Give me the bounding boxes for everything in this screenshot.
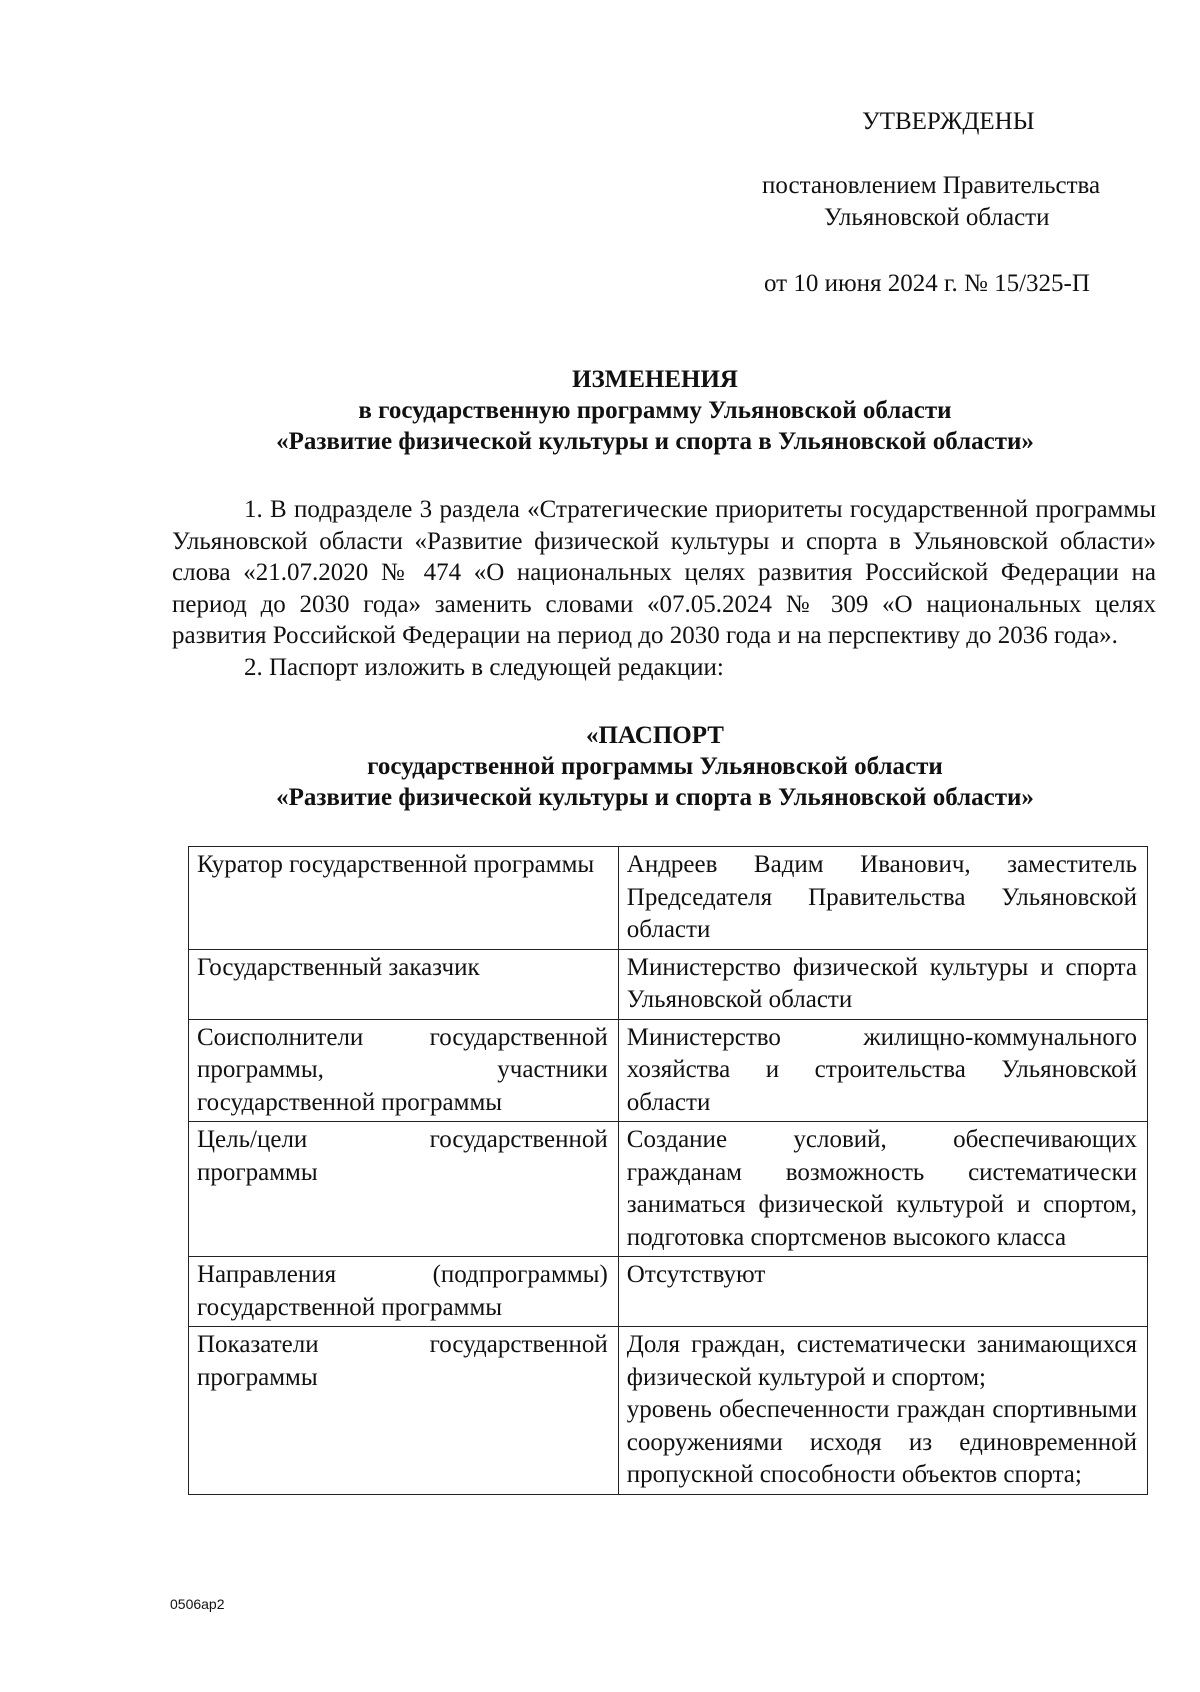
table-row (189, 1019, 1148, 1122)
document-subtitle-2: «Развитие физической культуры и спорта в Ульяновской области» (276, 428, 1034, 455)
table-row (189, 1257, 1148, 1327)
document-title-block (160, 364, 1150, 457)
table-row (189, 1122, 1148, 1257)
row-label: Куратор государственной программы (189, 847, 619, 950)
passport-table (188, 846, 1148, 1495)
approval-date: от 10 июня 2024 г. № 15/325-П (764, 270, 1090, 297)
document-subtitle-1: в государственную программу Ульяновской области (358, 397, 952, 424)
table-row (189, 949, 1148, 1019)
approval-line1: постановлением Правительства (762, 172, 1101, 199)
row-value-part-1: Доля граждан, систематически занимающихся физической культурой и спортом; (626, 1331, 1137, 1391)
approval-title: УТВЕРЖДЕНЫ (862, 108, 1035, 135)
row-label: Показатели государственной программы (189, 1327, 619, 1495)
row-value-part-2: уровень обеспеченности граждан спортивными сооружениями исходя из единовременной пропускной способности объектов спорта; (626, 1396, 1137, 1488)
row-label: Цель/цели государственной программы (189, 1122, 619, 1257)
table-row (189, 847, 1148, 950)
passport-subtitle-2: «Развитие физической культуры и спорта в Ульяновской области» (276, 784, 1034, 811)
passport-title: «ПАСПОРТ (586, 722, 724, 749)
row-value: Андреев Вадим Иванович, заместитель Председателя Правительства Ульяновской области (618, 847, 1147, 950)
row-label: Государственный заказчик (189, 949, 619, 1019)
document-body (172, 494, 1156, 683)
row-label: Направления (подпрограммы) государственной программы (189, 1257, 619, 1327)
footer-code: 0506ap2 (170, 1596, 225, 1612)
passport-title-block (160, 720, 1150, 813)
row-value: Создание условий, обеспечивающих гражданам возможность систематически заниматься физической культурой и спортом, подготовка спортсменов высокого класса (618, 1122, 1147, 1257)
paragraph-2: 2. Паспорт изложить в следующей редакции: (244, 653, 724, 681)
row-value: Отсутствуют (618, 1257, 1147, 1327)
passport-subtitle-1: государственной программы Ульяновской области (367, 753, 943, 780)
row-label: Соисполнители государственной программы, участники государственной программы (189, 1019, 619, 1122)
row-value (618, 1327, 1147, 1495)
row-value: Министерство жилищно-коммунального хозяйства и строительства Ульяновской области (618, 1019, 1147, 1122)
table-row (189, 1327, 1148, 1495)
document-title: ИЗМЕНЕНИЯ (572, 366, 738, 393)
paragraph-1: 1. В подразделе 3 раздела «Стратегические приоритеты государственной программы Ульяновской области «Развитие физической культуры и спорта в Ульяновской области» слова «21.07.2020 № 474 «О национальных целях развития Российской Федерации на период до 2030 года» заменить словами «07.05.2024 № 309 «О национальных целях развития Российской Федерации на период до 2030 года и на перспективу до 2036 года». (172, 496, 1156, 649)
approval-line2: Ульяновской области (824, 204, 1050, 231)
row-value: Министерство физической культуры и спорта Ульяновской области (618, 949, 1147, 1019)
